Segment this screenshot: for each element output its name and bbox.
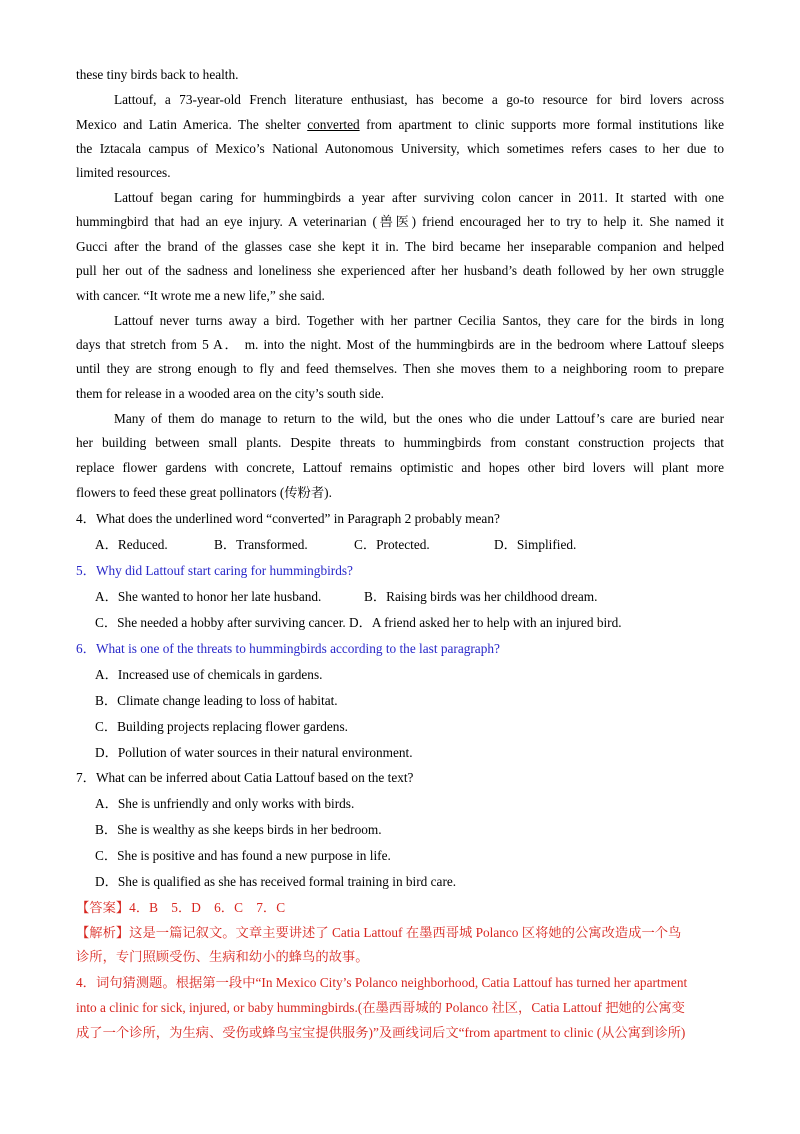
option-a: A．Increased use of chemicals in gardens. xyxy=(95,667,323,682)
passage-line: replace flower gardens with concrete, Lattouf remains optimistic and hopes other bird lovers will plant more xyxy=(76,460,724,475)
question-5-options xyxy=(95,588,724,606)
option-c: C．Building projects replacing flower gardens. xyxy=(95,719,348,734)
option-a: A．She wanted to honor her late husband. xyxy=(95,589,322,604)
question-4-options xyxy=(95,536,724,554)
passage-line: until they are strong enough to fly and feed themselves. Then she moves them to a neighboring room to prepare xyxy=(76,361,724,376)
option-c: C．Protected. xyxy=(354,537,430,552)
passage-line: Mexico and Latin America. The shelter converted from apartment to clinic supports more formal institutions like xyxy=(76,117,725,132)
option-b: B．She is wealthy as she keeps birds in her bedroom. xyxy=(95,822,382,837)
option-a: A．She is unfriendly and only works with birds. xyxy=(95,796,355,811)
answer-key: 【答案】4．B 5．D 6．C 7．C xyxy=(76,900,286,915)
analysis-line: 4．词句猜测题。根据第一段中“In Mexico City’s Polanco neighborhood, Catia Lattouf has turned her apartment xyxy=(76,975,688,990)
passage-line: Lattouf never turns away a bird. Together with her partner Cecilia Santos, they care for the birds in long xyxy=(114,313,724,328)
question-6: 6．What is one of the threats to hummingbirds according to the last paragraph? xyxy=(76,641,500,656)
passage-line: these tiny birds back to health. xyxy=(76,67,239,82)
passage-line: flowers to feed these great pollinators (传粉者). xyxy=(76,485,332,500)
option-b: B．Transformed. xyxy=(214,537,308,552)
passage-line: hummingbird that had an eye injury. A veterinarian (兽医) friend encouraged her to try to help it. She named it xyxy=(76,214,724,229)
question-7: 7．What can be inferred about Catia Lattouf based on the text? xyxy=(76,770,414,785)
option-d: D．She is qualified as she has received formal training in bird care. xyxy=(95,874,457,889)
passage-line: the Iztacala campus of Mexico’s National Autonomous University, which sometimes refers cases to her due to xyxy=(76,141,724,156)
passage-line: Many of them do manage to return to the wild, but the ones who die under Lattouf’s care are buried near xyxy=(114,411,724,426)
option-a: A．Reduced. xyxy=(95,537,168,552)
analysis-line: 【解析】这是一篇记叙文。文章主要讲述了 Catia Lattouf 在墨西哥城 Polanco 区将她的公寓改造成一个鸟 xyxy=(76,925,682,940)
passage-line: Lattouf began caring for hummingbirds a year after surviving colon cancer in 2011. It started with one xyxy=(114,190,724,205)
option-b: B．Raising birds was her childhood dream. xyxy=(364,589,598,604)
passage-line: days that stretch from 5 A． m. into the night. Most of the hummingbirds are in the bedroom where Lattouf sleeps xyxy=(76,337,724,352)
question-5-options-cd: C．She needed a hobby after surviving cancer. D．A friend asked her to help with an injured bird. xyxy=(95,615,622,630)
passage-line: pull her out of the sadness and loneliness she experienced after her husband’s death followed by her own struggle xyxy=(76,263,724,278)
option-d: D．Simplified. xyxy=(494,537,577,552)
passage-line: her building between small plants. Despite threats to hummingbirds from constant construction projects that xyxy=(76,435,724,450)
passage-line: with cancer. “It wrote me a new life,” she said. xyxy=(76,288,325,303)
analysis-line: 成了一个诊所，为生病、受伤或蜂鸟宝宝提供服务)”及画线词后文“from apartment to clinic (从公寓到诊所) xyxy=(76,1025,686,1040)
question-5: 5．Why did Lattouf start caring for hummingbirds? xyxy=(76,563,353,578)
question-4: 4．What does the underlined word “converted” in Paragraph 2 probably mean? xyxy=(76,511,500,526)
analysis-line: into a clinic for sick, injured, or baby hummingbirds.(在墨西哥城的 Polanco 社区，Catia Lattouf 把她的公寓变 xyxy=(76,1000,685,1015)
analysis-line: 诊所，专门照顾受伤、生病和幼小的蜂鸟的故事。 xyxy=(76,949,369,964)
underlined-word: converted xyxy=(307,117,360,132)
passage-line: Lattouf, a 73-year-old French literature enthusiast, has become a go-to resource for bird lovers across xyxy=(114,92,724,107)
option-c: C．She is positive and has found a new purpose in life. xyxy=(95,848,391,863)
passage-line: Gucci after the brand of the glasses case she kept it in. The bird became her inseparable companion and helped xyxy=(76,239,724,254)
passage-line: them for release in a wooded area on the city’s south side. xyxy=(76,386,384,401)
option-d: D．Pollution of water sources in their natural environment. xyxy=(95,745,413,760)
option-b: B．Climate change leading to loss of habitat. xyxy=(95,693,338,708)
passage-line: limited resources. xyxy=(76,165,171,180)
